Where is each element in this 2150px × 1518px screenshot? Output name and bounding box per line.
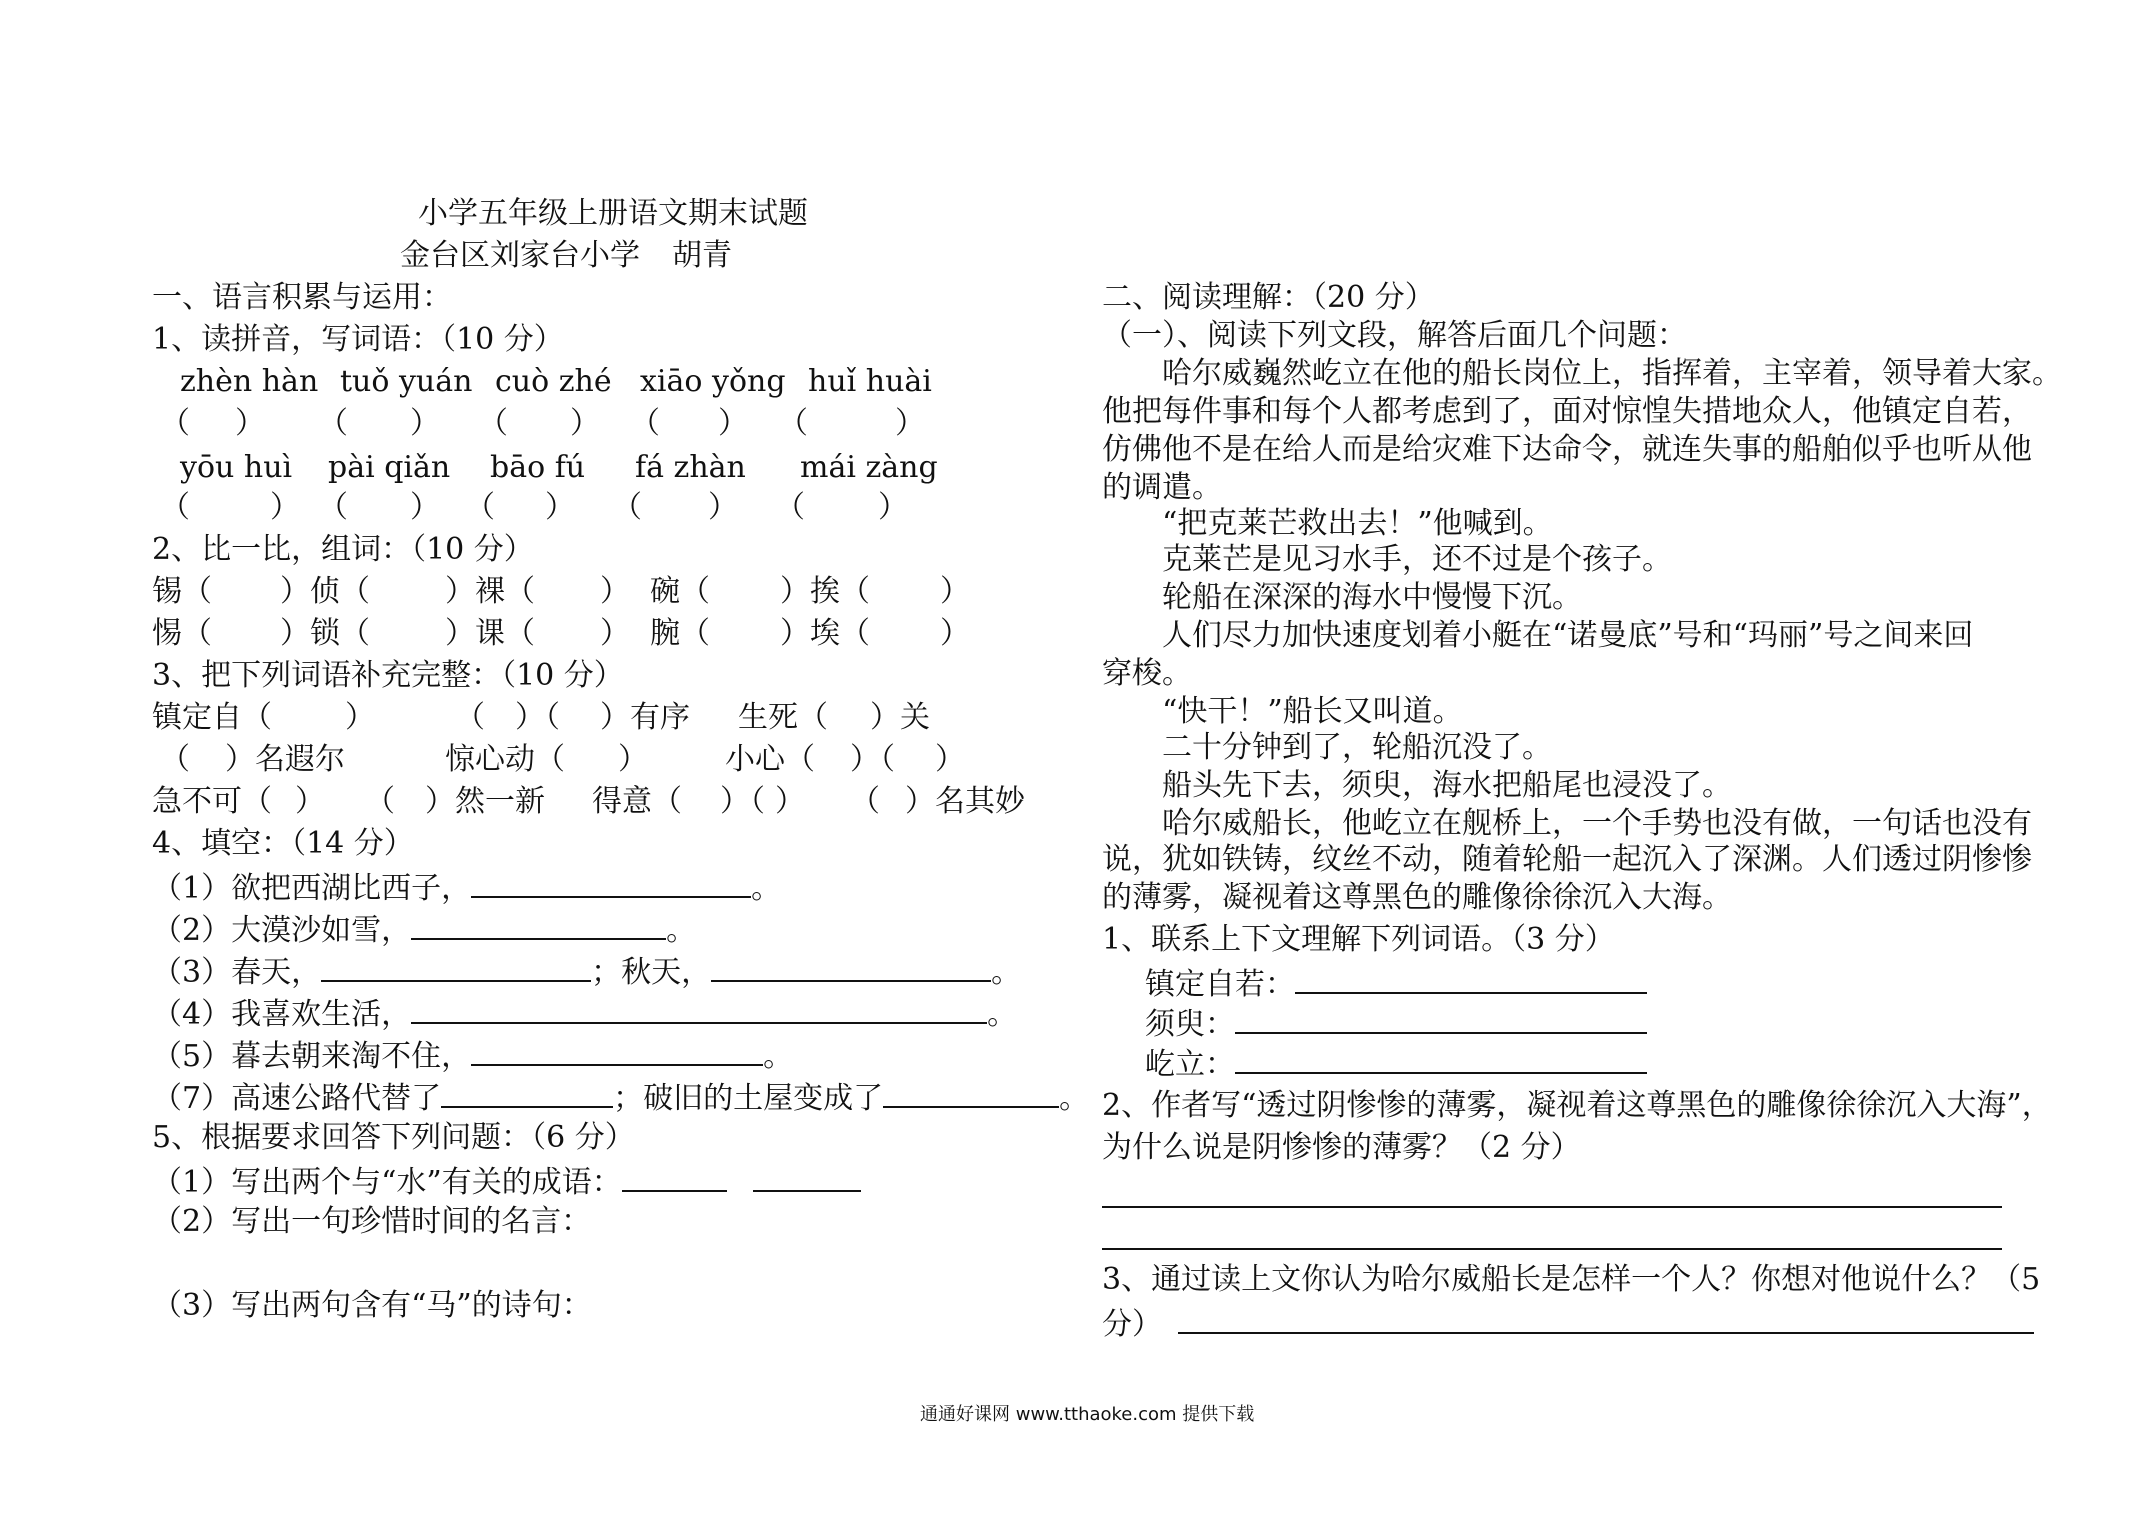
pinyin: cuò zhé <box>495 364 612 399</box>
answer-paren-close: ） <box>410 406 440 441</box>
section2-heading: 二、阅读理解：（20 分） <box>1102 280 1435 315</box>
rq1-w1-label: 镇定自若： <box>1145 967 1295 1002</box>
idiom-item: ）名其妙 <box>905 784 1025 819</box>
q4-l1-end: 。 <box>751 871 782 906</box>
q4-line-1 <box>152 868 781 907</box>
q4-l7-mid: ；破旧的土屋变成了 <box>613 1081 884 1116</box>
author-name: 胡青 <box>672 238 732 273</box>
answer-paren-open: （ <box>160 406 190 441</box>
answer-paren-close: ） <box>235 406 265 441</box>
idiom-item: 生死（ <box>738 700 828 735</box>
q4-line-3 <box>152 952 1021 991</box>
compare-item: ）裸（ <box>445 574 535 609</box>
answer-paren-close: ） <box>878 490 908 525</box>
passage-line: 他把每件事和每个人都考虑到了，面对惊惶失措地众人，他镇定自若， <box>1102 394 2032 429</box>
q4-l2-text: （2）大漠沙如雪， <box>152 913 412 948</box>
answer-paren-open: （ <box>478 406 508 441</box>
footer-credit: 通通好课网 www.tthaoke.com 提供下载 <box>920 1404 1255 1425</box>
compare-item: ）侦（ <box>280 574 370 609</box>
compare-item: 惕（ <box>152 616 212 651</box>
answer-paren-close: ） <box>708 490 738 525</box>
passage-line: 说，犹如铁铸，纹丝不动，随着轮船一起沉入了深渊。人们透过阴惨惨 <box>1102 842 2032 877</box>
passage-line: 克莱芒是见习水手，还不过是个孩子。 <box>1162 542 1672 577</box>
pinyin: tuǒ yuán <box>340 364 473 399</box>
rq1-w3-label: 屹立： <box>1145 1047 1235 1082</box>
pinyin: huǐ huài <box>808 364 932 399</box>
q4-l3-end: 。 <box>991 955 1022 990</box>
answer-blank[interactable] <box>1235 1044 1647 1074</box>
q5-l1-text: （1）写出两个与“水”有关的成语： <box>152 1165 622 1200</box>
passage-line: 哈尔威船长，他屹立在舰桥上，一个手势也没有做，一句话也没有 <box>1162 806 2032 841</box>
q4-line-2 <box>152 910 696 949</box>
q5-line-1 <box>152 1162 861 1201</box>
passage-line: 船头先下去，须臾，海水把船尾也浸没了。 <box>1162 768 1732 803</box>
idiom-item: ）名遐尔 <box>225 742 345 777</box>
answer-line[interactable] <box>1102 1206 2002 1208</box>
rq3-line-1: 3、通过读上文你认为哈尔威船长是怎样一个人？你想对他说什么？（5 <box>1102 1262 2041 1297</box>
idiom-item: ）（ <box>850 742 895 777</box>
idiom-item: ） <box>775 784 805 819</box>
rq3-line-2 <box>1102 1304 2034 1343</box>
passage-line: 哈尔威巍然屹立在他的船长岗位上，指挥着，主宰着，领导着大家。 <box>1162 356 2062 391</box>
answer-line[interactable] <box>1102 1248 2002 1250</box>
q4-l7-text: （7）高速公路代替了 <box>152 1081 442 1116</box>
passage-line: 仿佛他不是在给人而是给灾难下达命令，就连失事的船舶似乎也听从他 <box>1102 432 2032 467</box>
compare-item: 腕（ <box>650 616 710 651</box>
answer-paren-open: （ <box>775 490 805 525</box>
q4-l5-end: 。 <box>763 1039 794 1074</box>
passage-line: 轮船在深深的海水中慢慢下沉。 <box>1162 580 1582 615</box>
idiom-item: ）关 <box>870 700 930 735</box>
answer-paren-open: （ <box>612 490 642 525</box>
answer-blank[interactable] <box>622 1162 727 1192</box>
answer-paren-open: （ <box>778 406 808 441</box>
idiom-item: 惊心动（ <box>445 742 565 777</box>
passage-line: 人们尽力加快速度划着小艇在“诺曼底”号和“玛丽”号之间来回 <box>1162 618 1974 653</box>
passage-line: 的调遣。 <box>1102 470 1222 505</box>
answer-paren-open: （ <box>318 406 348 441</box>
q4-l5-text: （5）暮去朝来淘不住， <box>152 1039 472 1074</box>
idiom-item: （ <box>160 742 190 777</box>
passage-line: “快干！”船长又叫道。 <box>1162 694 1463 729</box>
q4-l3-mid: ；秋天， <box>591 955 712 990</box>
answer-blank[interactable] <box>411 910 666 940</box>
answer-blank[interactable] <box>753 1162 861 1192</box>
rq1-w2-label: 须臾： <box>1145 1007 1235 1042</box>
answer-blank[interactable] <box>441 1078 613 1108</box>
idiom-item: ） <box>935 742 965 777</box>
pinyin: mái zàng <box>800 450 938 485</box>
idiom-item: ） <box>295 784 325 819</box>
idiom-item: （ <box>365 784 395 819</box>
answer-paren-open: （ <box>318 490 348 525</box>
compare-item: ）挨（ <box>780 574 870 609</box>
answer-paren-open: （ <box>630 406 660 441</box>
passage-line: “把克莱芒救出去！”他喊到。 <box>1162 506 1553 541</box>
q2-heading: 2、比一比，组词：（10 分） <box>152 532 534 567</box>
q4-line-5 <box>152 1036 793 1075</box>
page-title: 小学五年级上册语文期末试题 <box>418 196 808 231</box>
rq3-l2-text: 分） <box>1102 1307 1162 1342</box>
q1-heading: 1、读拼音，写词语：（10 分） <box>152 322 564 357</box>
answer-blank[interactable] <box>321 952 591 982</box>
q4-l2-end: 。 <box>666 913 697 948</box>
q4-heading: 4、填空：（14 分） <box>152 826 414 861</box>
answer-paren-close: ） <box>270 490 300 525</box>
idiom-item: ）（ <box>515 700 560 735</box>
q4-l3-text: （3）春天， <box>152 955 322 990</box>
rq1-word-2 <box>1145 1004 1647 1043</box>
answer-blank[interactable] <box>1235 1004 1647 1034</box>
passage-line: 穿梭。 <box>1102 656 1192 691</box>
pinyin: zhèn hàn <box>180 364 319 399</box>
idiom-item: ） <box>618 742 648 777</box>
compare-item: ）埃（ <box>780 616 870 651</box>
compare-item: ） <box>940 574 970 609</box>
rq1-word-3 <box>1145 1044 1647 1083</box>
idiom-item: ）（ <box>720 784 765 819</box>
rq1-word-1 <box>1145 964 1647 1003</box>
idiom-item: 小心（ <box>725 742 815 777</box>
compare-item: ）课（ <box>445 616 535 651</box>
answer-paren-open: （ <box>465 490 495 525</box>
q3-heading: 3、把下列词语补充完整：（10 分） <box>152 658 624 693</box>
compare-item: 碗（ <box>650 574 710 609</box>
q4-l7-end: 。 <box>1059 1081 1090 1116</box>
compare-item: ） <box>600 616 630 651</box>
q5-heading: 5、根据要求回答下列问题：（6 分） <box>152 1120 635 1155</box>
idiom-item: ） <box>345 700 375 735</box>
compare-item: 锡（ <box>152 574 212 609</box>
answer-blank[interactable] <box>471 868 751 898</box>
q5-line-2: （2）写出一句珍惜时间的名言： <box>152 1204 592 1239</box>
q4-l1-text: （1）欲把西湖比西子， <box>152 871 472 906</box>
answer-blank[interactable] <box>471 1036 763 1066</box>
idiom-item: 急不可（ <box>152 784 272 819</box>
section1-heading: 一、语言积累与运用： <box>152 280 452 315</box>
rq2-line-2: 为什么说是阴惨惨的薄雾？（2 分） <box>1102 1130 1581 1165</box>
idiom-item: 得意（ <box>592 784 682 819</box>
answer-paren-close: ） <box>570 406 600 441</box>
q4-l4-end: 。 <box>987 997 1018 1032</box>
idiom-item: （ <box>850 784 880 819</box>
answer-paren-close: ） <box>895 406 925 441</box>
q4-line-7 <box>152 1078 1089 1117</box>
pinyin: yōu huì <box>180 450 293 485</box>
answer-blank[interactable] <box>411 994 987 1024</box>
rq2-line-1: 2、作者写“透过阴惨惨的薄雾，凝视着这尊黑色的雕像徐徐沉入大海”， <box>1102 1088 2052 1123</box>
rq1-heading: 1、联系上下文理解下列词语。（3 分） <box>1102 922 1615 957</box>
pinyin: fá zhàn <box>635 450 746 485</box>
answer-blank[interactable] <box>1178 1304 2034 1334</box>
idiom-item: ）然一新 <box>425 784 545 819</box>
reading-part-1: （一）、阅读下列文段，解答后面几个问题： <box>1102 318 1687 353</box>
q4-line-4 <box>152 994 1017 1033</box>
idiom-item: （ <box>455 700 485 735</box>
pinyin: pài qiǎn <box>328 450 451 485</box>
school-name: 金台区刘家台小学 <box>400 238 640 273</box>
idiom-item: ）有序 <box>600 700 690 735</box>
pinyin: bāo fú <box>490 450 586 485</box>
answer-blank[interactable] <box>1295 964 1647 994</box>
compare-item: ）锁（ <box>280 616 370 651</box>
q5-line-3: （3）写出两句含有“马”的诗句： <box>152 1288 592 1323</box>
compare-item: ） <box>940 616 970 651</box>
passage-line: 的薄雾，凝视着这尊黑色的雕像徐徐沉入大海。 <box>1102 880 1732 915</box>
answer-paren-close: ） <box>410 490 440 525</box>
q4-l4-text: （4）我喜欢生活， <box>152 997 412 1032</box>
idiom-item: 镇定自（ <box>152 700 272 735</box>
answer-paren-close: ） <box>718 406 748 441</box>
passage-line: 二十分钟到了，轮船沉没了。 <box>1162 730 1552 765</box>
answer-paren-close: ） <box>545 490 575 525</box>
answer-blank[interactable] <box>711 952 991 982</box>
pinyin: xiāo yǒng <box>640 364 786 399</box>
answer-blank[interactable] <box>883 1078 1059 1108</box>
answer-paren-open: （ <box>160 490 190 525</box>
compare-item: ） <box>600 574 630 609</box>
